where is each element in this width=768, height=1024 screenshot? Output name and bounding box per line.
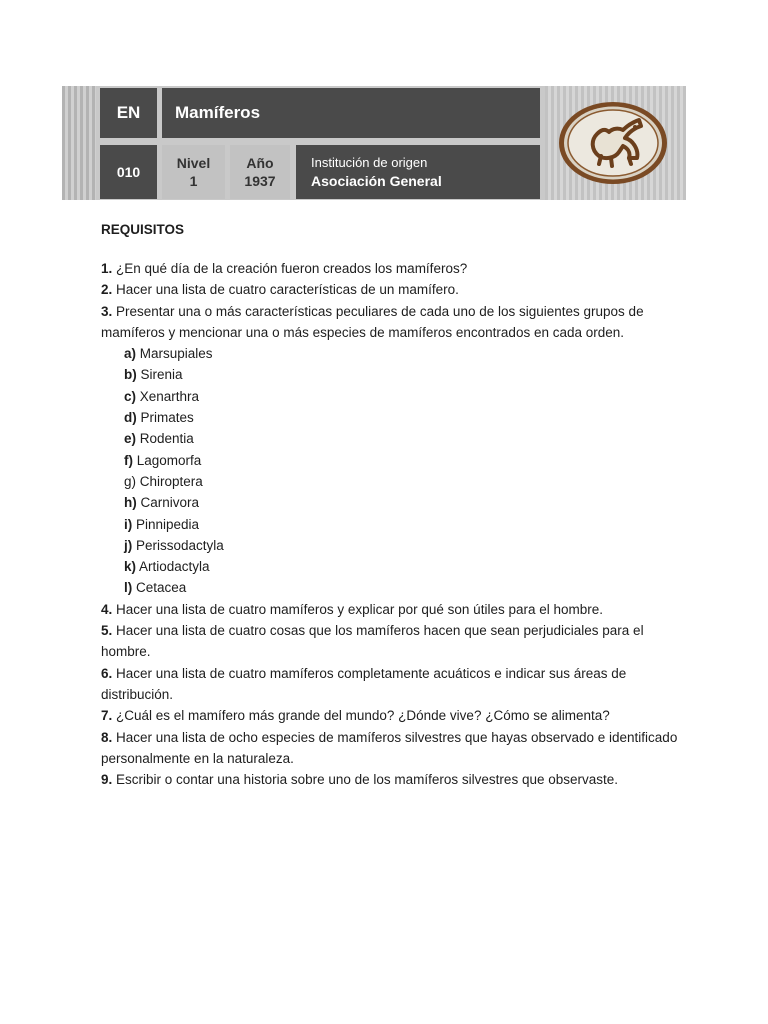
order-name: Rodentia bbox=[136, 431, 194, 447]
order-letter: f) bbox=[124, 452, 133, 468]
requirement-number: 5. bbox=[101, 623, 113, 639]
order-letter: a) bbox=[124, 346, 137, 362]
order-letter: k) bbox=[124, 559, 137, 575]
requirement-2 bbox=[101, 279, 691, 300]
category-code: EN bbox=[100, 88, 157, 138]
specialty-number: 010 bbox=[100, 145, 157, 199]
order-name: Perissodactyla bbox=[132, 537, 224, 553]
requirement-number: 2. bbox=[101, 282, 113, 298]
order-name: Cetacea bbox=[132, 580, 187, 596]
order-item-e bbox=[124, 428, 691, 449]
requirement-text: Hacer una lista de ocho especies de mamíferos silvestres que hayas observado e identificado personalmente en la naturaleza. bbox=[101, 729, 678, 766]
order-item-i bbox=[124, 514, 691, 535]
level-value: 1 bbox=[189, 173, 198, 189]
requirement-1 bbox=[101, 258, 691, 279]
requirement-4 bbox=[101, 599, 691, 620]
order-name: Marsupiales bbox=[136, 346, 213, 362]
order-letter: j) bbox=[124, 537, 133, 553]
requirement-9 bbox=[101, 769, 691, 790]
order-name: Primates bbox=[136, 410, 194, 426]
order-name: Lagomorfa bbox=[133, 452, 202, 468]
requirement-text: Hacer una lista de cuatro mamíferos completamente acuáticos e indicar sus áreas de distribución. bbox=[101, 665, 627, 702]
requirement-5 bbox=[101, 620, 691, 663]
header-stripe-left bbox=[62, 86, 96, 200]
requirement-number: 7. bbox=[101, 708, 113, 724]
section-title: REQUISITOS bbox=[101, 222, 185, 237]
order-letter: e) bbox=[124, 431, 137, 447]
level-label: Nivel bbox=[176, 155, 211, 171]
requirement-text: Escribir o contar una historia sobre uno de los mamíferos silvestres que observaste. bbox=[112, 772, 619, 788]
order-letter: b) bbox=[124, 367, 137, 383]
requirement-text: Presentar una o más características peculiares de cada uno de los siguientes grupos de mamíferos y mencionar una o más especies de mamíferos encontrados en cada orden. bbox=[101, 303, 644, 340]
order-letter: g) bbox=[124, 473, 137, 489]
year-value: 1937 bbox=[244, 173, 276, 189]
origin-value: Asociación General bbox=[311, 173, 442, 189]
requirement-text: ¿Cuál es el mamífero más grande del mundo? ¿Dónde vive? ¿Cómo se alimenta? bbox=[112, 708, 610, 724]
order-name: Xenarthra bbox=[136, 388, 200, 404]
requirement-text: ¿En qué día de la creación fueron creados los mamíferos? bbox=[112, 261, 468, 276]
requirement-number: 6. bbox=[101, 665, 113, 681]
requirement-3 bbox=[101, 301, 691, 344]
order-item-j bbox=[124, 535, 691, 556]
order-name: Sirenia bbox=[136, 367, 183, 383]
requirement-number: 4. bbox=[101, 601, 113, 617]
requirement-number: 3. bbox=[101, 303, 113, 319]
order-name: Pinnipedia bbox=[132, 516, 200, 532]
requirement-number: 1. bbox=[101, 261, 113, 276]
order-letter: i) bbox=[124, 516, 133, 532]
order-letter: c) bbox=[124, 388, 137, 404]
specialty-title: Mamíferos bbox=[162, 88, 540, 138]
requirements-section bbox=[101, 220, 691, 790]
order-item-g bbox=[124, 471, 691, 492]
order-letter: h) bbox=[124, 495, 137, 511]
order-item-a bbox=[124, 343, 691, 364]
order-item-f bbox=[124, 450, 691, 471]
requirement-number: 8. bbox=[101, 729, 113, 745]
mammal-patch-icon bbox=[557, 100, 669, 186]
order-item-k bbox=[124, 556, 691, 577]
origin-label: Institución de origen bbox=[311, 155, 428, 170]
order-name: Chiroptera bbox=[136, 473, 203, 489]
order-item-d bbox=[124, 407, 691, 428]
order-letter: d) bbox=[124, 410, 137, 426]
requirement-text: Hacer una lista de cuatro cosas que los mamíferos hacen que sean perjudiciales para el hombre. bbox=[101, 623, 644, 660]
year-label: Año bbox=[246, 155, 274, 171]
requirement-6 bbox=[101, 663, 691, 706]
level-box bbox=[162, 145, 225, 199]
requirement-number: 9. bbox=[101, 772, 113, 788]
requirement-text: Hacer una lista de cuatro características de un mamífero. bbox=[112, 282, 459, 298]
requirement-text: Hacer una lista de cuatro mamíferos y explicar por qué son útiles para el hombre. bbox=[112, 601, 604, 617]
requirement-8 bbox=[101, 727, 691, 770]
order-name: Carnivora bbox=[136, 495, 200, 511]
order-item-h bbox=[124, 492, 691, 513]
order-item-c bbox=[124, 386, 691, 407]
order-item-l bbox=[124, 577, 691, 598]
order-letter: l) bbox=[124, 580, 133, 596]
origin-box bbox=[296, 145, 540, 199]
requirement-7 bbox=[101, 705, 691, 726]
year-box bbox=[230, 145, 290, 199]
order-item-b bbox=[124, 364, 691, 385]
order-name: Artiodactyla bbox=[136, 559, 210, 575]
